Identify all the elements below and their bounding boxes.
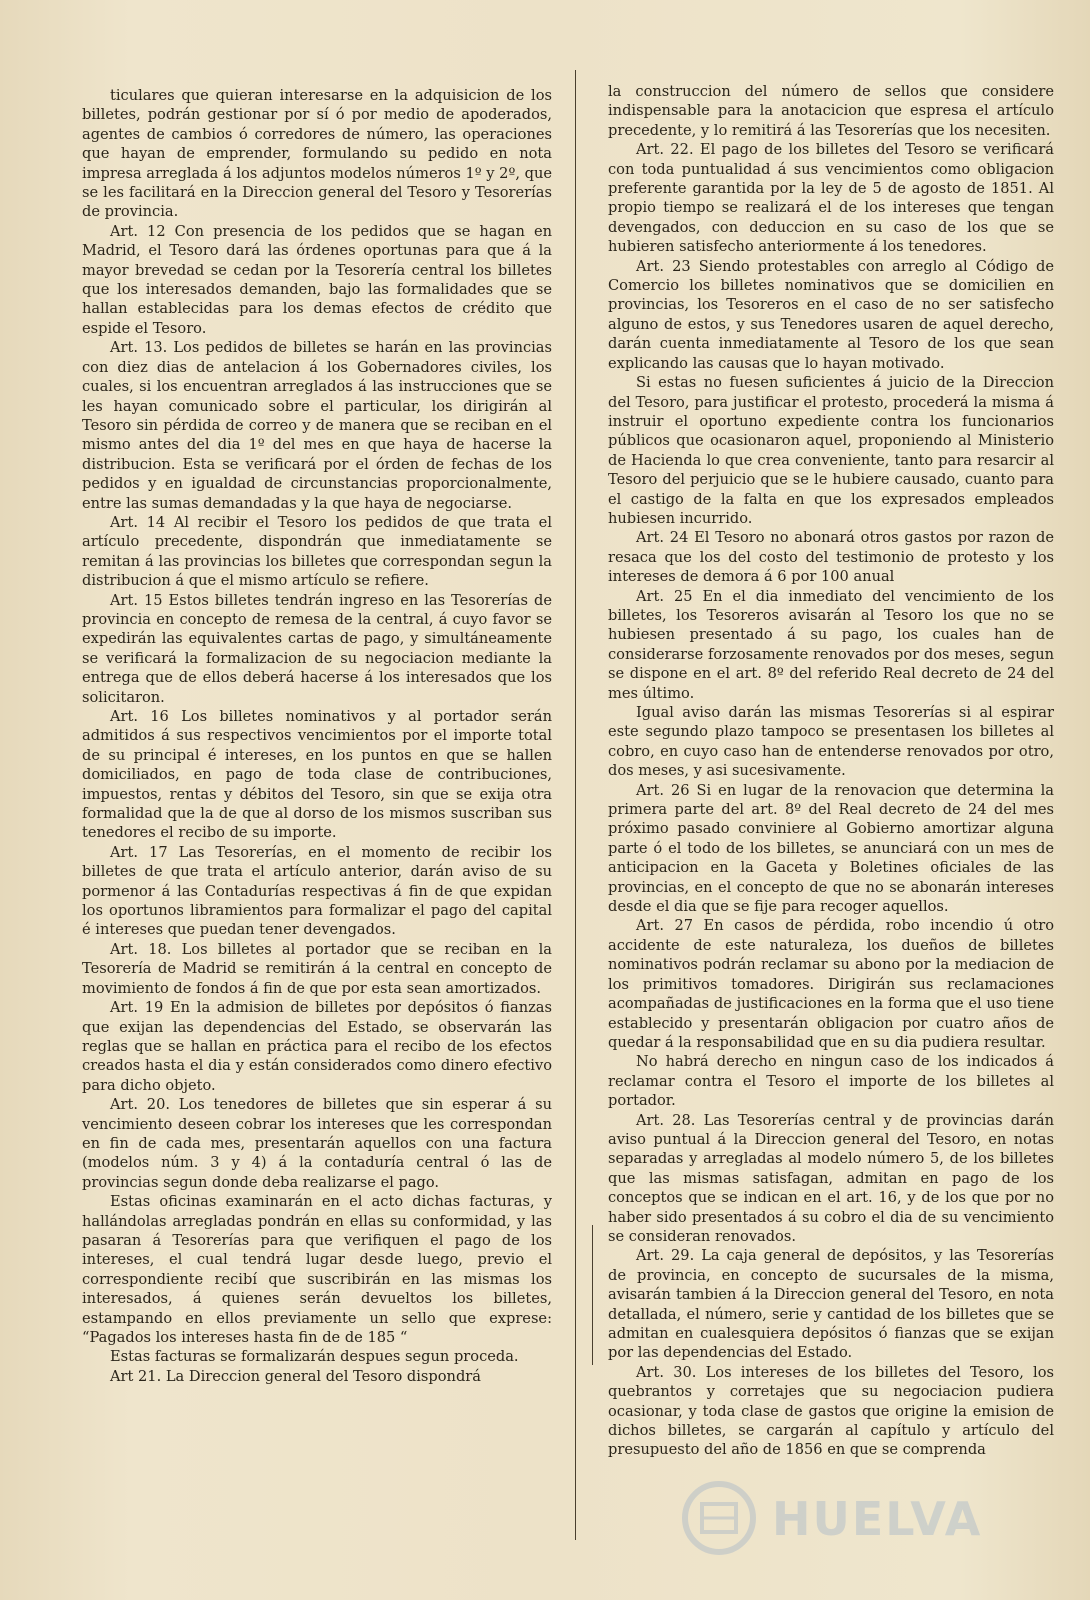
paragraph: Art. 27 En casos de pérdida, robo incendio ú otro accidente de este naturaleza, los dueños de billetes nominativos podrán reclamar su abono por la mediacion de los primitivos tomadores. Dirigirán sus reclamaciones acompañadas de justificaciones en la forma que el uso tiene establecido y presentarán obligacion por cuatro años de quedar á la responsabilidad que en su dia pudiera resultar. bbox=[608, 917, 1054, 1051]
paragraph: Art. 13. Los pedidos de billetes se harán en las provincias con diez dias de antelacion á los Gobernadores civiles, los cuales, si los encuentran arreglados á las instrucciones que se les hayan comunicado sobre el particular, los dirigirán al Tesoro sin pérdida de correo y de manera que se reciban en el mismo antes del dia 1º del mes en que haya de hacerse la distribucion. Esta se verificará por el órden de fechas de los pedidos y en igualdad de circunstancias proporcionalmente, entre las sumas demandadas y la que haya de negociarse. bbox=[82, 339, 552, 512]
paragraph: Art. 20. Los tenedores de billetes que sin esperar á su vencimiento deseen cobrar los intereses que les correspondan en fin de cada mes, presentarán aquellos con una factura (modelos núm. 3 y 4) á la contaduría central ó las de provincias segun donde deba realizarse el pago. bbox=[82, 1096, 552, 1191]
left-column bbox=[82, 86, 552, 1386]
seal-icon bbox=[676, 1478, 762, 1558]
paragraph: ticulares que quieran interesarse en la adquisicion de los billetes, podrán gestionar por sí ó por medio de apoderados, agentes de cambios ó corredores de número, las operaciones que hayan de emprender, formulando su pedido en nota impresa arreglada á los adjuntos modelos números 1º y 2º, que se les facilitará en la Direccion general del Tesoro y Tesorerías de provincia. bbox=[82, 87, 552, 221]
paragraph: Art. 16 Los billetes nominativos y al portador serán admitidos á sus respectivos vencimientos por el importe total de su principal é intereses, en los puntos en que se hallen domiciliados, en pago de toda clase de contribuciones, impuestos, rentas y débitos del Tesoro, sin que se exija otra formalidad que la de que al dorso de los mismos suscriban sus tenedores el recibo de su importe. bbox=[82, 708, 552, 842]
paragraph: Art. 19 En la admision de billetes por depósitos ó fianzas que exijan las dependencias del Estado, se observarán las reglas que se hallan en práctica para el recibo de los efectos creados hasta el dia y están considerados como dinero efectivo para dicho objeto. bbox=[82, 999, 552, 1094]
paragraph: Art. 23 Siendo protestables con arreglo al Código de Comercio los billetes nominativos que se domicilien en provincias, los Tesoreros en el caso de no ser satisfecho alguno de estos, y sus Tenedores usaren de aquel derecho, darán cuenta inmediatamente al Tesoro de los que sean explicando las causas que lo hayan motivado. bbox=[608, 257, 1054, 372]
paragraph: Igual aviso darán las mismas Tesorerías si al espirar este segundo plazo tampoco se presentasen los billetes al cobro, en cuyo caso han de entenderse renovados por otro, dos meses, y asi sucesivamente. bbox=[608, 704, 1054, 780]
paragraph: Art. 24 El Tesoro no abonará otros gastos por razon de resaca que los del costo del testimonio de protesto y los intereses de demora á 6 por 100 anual bbox=[608, 529, 1054, 586]
column-divider bbox=[575, 70, 576, 1540]
paragraph: Art 21. La Direccion general del Tesoro dispondrá bbox=[110, 1367, 481, 1385]
paragraph: Art. 30. Los intereses de los billetes del Tesoro, los quebrantos y corretajes que su negociacion pudiera ocasionar, y toda clase de gastos que origine la emision de dichos billetes, se cargarán al capítulo y artículo del presupuesto del año de 1856 en que se comprenda bbox=[608, 1363, 1054, 1459]
paragraph: Art. 28. Las Tesorerías central y de provincias darán aviso puntual á la Direccion general del Tesoro, en notas separadas y arregladas al modelo número 5, de los billetes que las mismas satisfagan, admitan en pago de los conceptos que se indican en el art. 16, y de los que por no haber sido presentados á su cobro el dia de su vencimiento se consideran renovados. bbox=[608, 1111, 1054, 1245]
paragraph: Art. 12 Con presencia de los pedidos que se hagan en Madrid, el Tesoro dará las órdenes oportunas para que á la mayor brevedad se cedan por la Tesorería central los billetes que los interesados demanden, bajo las formalidades que se hallan establecidas para los demas efectos de crédito que espide el Tesoro. bbox=[82, 222, 552, 337]
paragraph: Art. 22. El pago de los billetes del Tesoro se verificará con toda puntualidad á sus vencimientos como obligacion preferente garantida por la ley de 5 de agosto de 1851. Al propio tiempo se realizará el de los intereses que tengan devengados, con deduccion en su caso de los que se hubieren satisfecho anteriormente á los tenedores. bbox=[608, 141, 1054, 256]
paragraph: Art. 15 Estos billetes tendrán ingreso en las Tesorerías de provincia en concepto de remesa de la central, á cuyo favor se expedirán las equivalentes cartas de pago, y simultáneamente se verificará la formalizacion de su negociacion mediante la entrega que de ellos deberá hacerse á los interesados que los solicitaron. bbox=[82, 591, 552, 706]
paragraph: Art. 18. Los billetes al portador que se reciban en la Tesorería de Madrid se remitirán á la central en concepto de movimiento de fondos á fin de que por esta sean amortizados. bbox=[82, 940, 552, 997]
column-divider-secondary bbox=[592, 1225, 593, 1365]
paragraph: Si estas no fuesen suficientes á juicio de la Direccion del Tesoro, para justificar el protesto, procederá la misma á instruir el oportuno expediente contra los funcionarios públicos que ocasionaron aquel, proponiendo al Ministerio de Hacienda lo que crea conveniente, tanto para resarcir al Tesoro del perjuicio que se le hubiere causado, cuanto para el castigo de la falta en que los expresados empleados hubiesen incurrido. bbox=[608, 374, 1054, 527]
paragraph: Art. 26 Si en lugar de la renovacion que determina la primera parte del art. 8º del Real decreto de 24 del mes próximo pasado conviniere al Gobierno amortizar alguna parte ó el todo de los billetes, se anunciará con un mes de anticipacion en la Gaceta y Boletines oficiales de las provincias, en el concepto de que no se abonarán intereses desde el dia que se fije para recoger aquellos. bbox=[608, 781, 1054, 916]
watermark-text: HUELVA bbox=[772, 1492, 983, 1546]
right-column bbox=[608, 82, 1054, 1460]
paragraph: la construccion del número de sellos que considere indispensable para la anotacicion que espresa el artículo precedente, y lo remitirá á las Tesorerías que los necesiten. bbox=[608, 83, 1054, 139]
paragraph: Estas oficinas examinarán en el acto dichas facturas, y hallándolas arregladas pondrán en ellas su conformidad, y las pasaran á Tesorerías para que verifiquen el pago de los intereses, el cual tendrá lugar desde luego, previo el correspondiente recibí que suscribirán en las mismas los interesados, á quienes serán devueltos los billetes, estampando en ellos previamente un sello que exprese: “Pagados los intereses hasta fin de de 185 “ bbox=[82, 1193, 552, 1346]
paragraph: No habrá derecho en ningun caso de los indicados á reclamar contra el Tesoro el importe de los billetes al portador. bbox=[608, 1053, 1054, 1110]
paragraph: Estas facturas se formalizarán despues segun proceda. bbox=[110, 1348, 519, 1366]
paragraph: Art. 14 Al recibir el Tesoro los pedidos de que trata el artículo precedente, dispondrán que inmediatamente se remitan á las provincias los billetes que correspondan segun la distribucion á que el mismo artículo se refiere. bbox=[82, 513, 552, 590]
paragraph: Art. 29. La caja general de depósitos, y las Tesorerías de provincia, en concepto de sucursales de la misma, avisarán tambien á la Direccion general del Tesoro, en nota detallada, el número, serie y cantidad de los billetes que se admitan en cualesquiera depósitos ó fianzas que se exijan por las dependencias del Estado. bbox=[608, 1247, 1054, 1362]
paragraph: Art. 17 Las Tesorerías, en el momento de recibir los billetes de que trata el artículo anterior, darán aviso de su pormenor á las Contadurías respectivas á fin de que expidan los oportunos libramientos para formalizar el pago del capital é intereses que puedan tener devengados. bbox=[82, 843, 552, 939]
paragraph: Art. 25 En el dia inmediato del vencimiento de los billetes, los Tesoreros avisarán al Tesoro los que no se hubiesen presentado á su pago, los cuales han de considerarse forzosamente renovados por dos meses, segun se dispone en el art. 8º del referido Real decreto de 24 del mes último. bbox=[608, 587, 1054, 702]
watermark bbox=[676, 1478, 1016, 1558]
